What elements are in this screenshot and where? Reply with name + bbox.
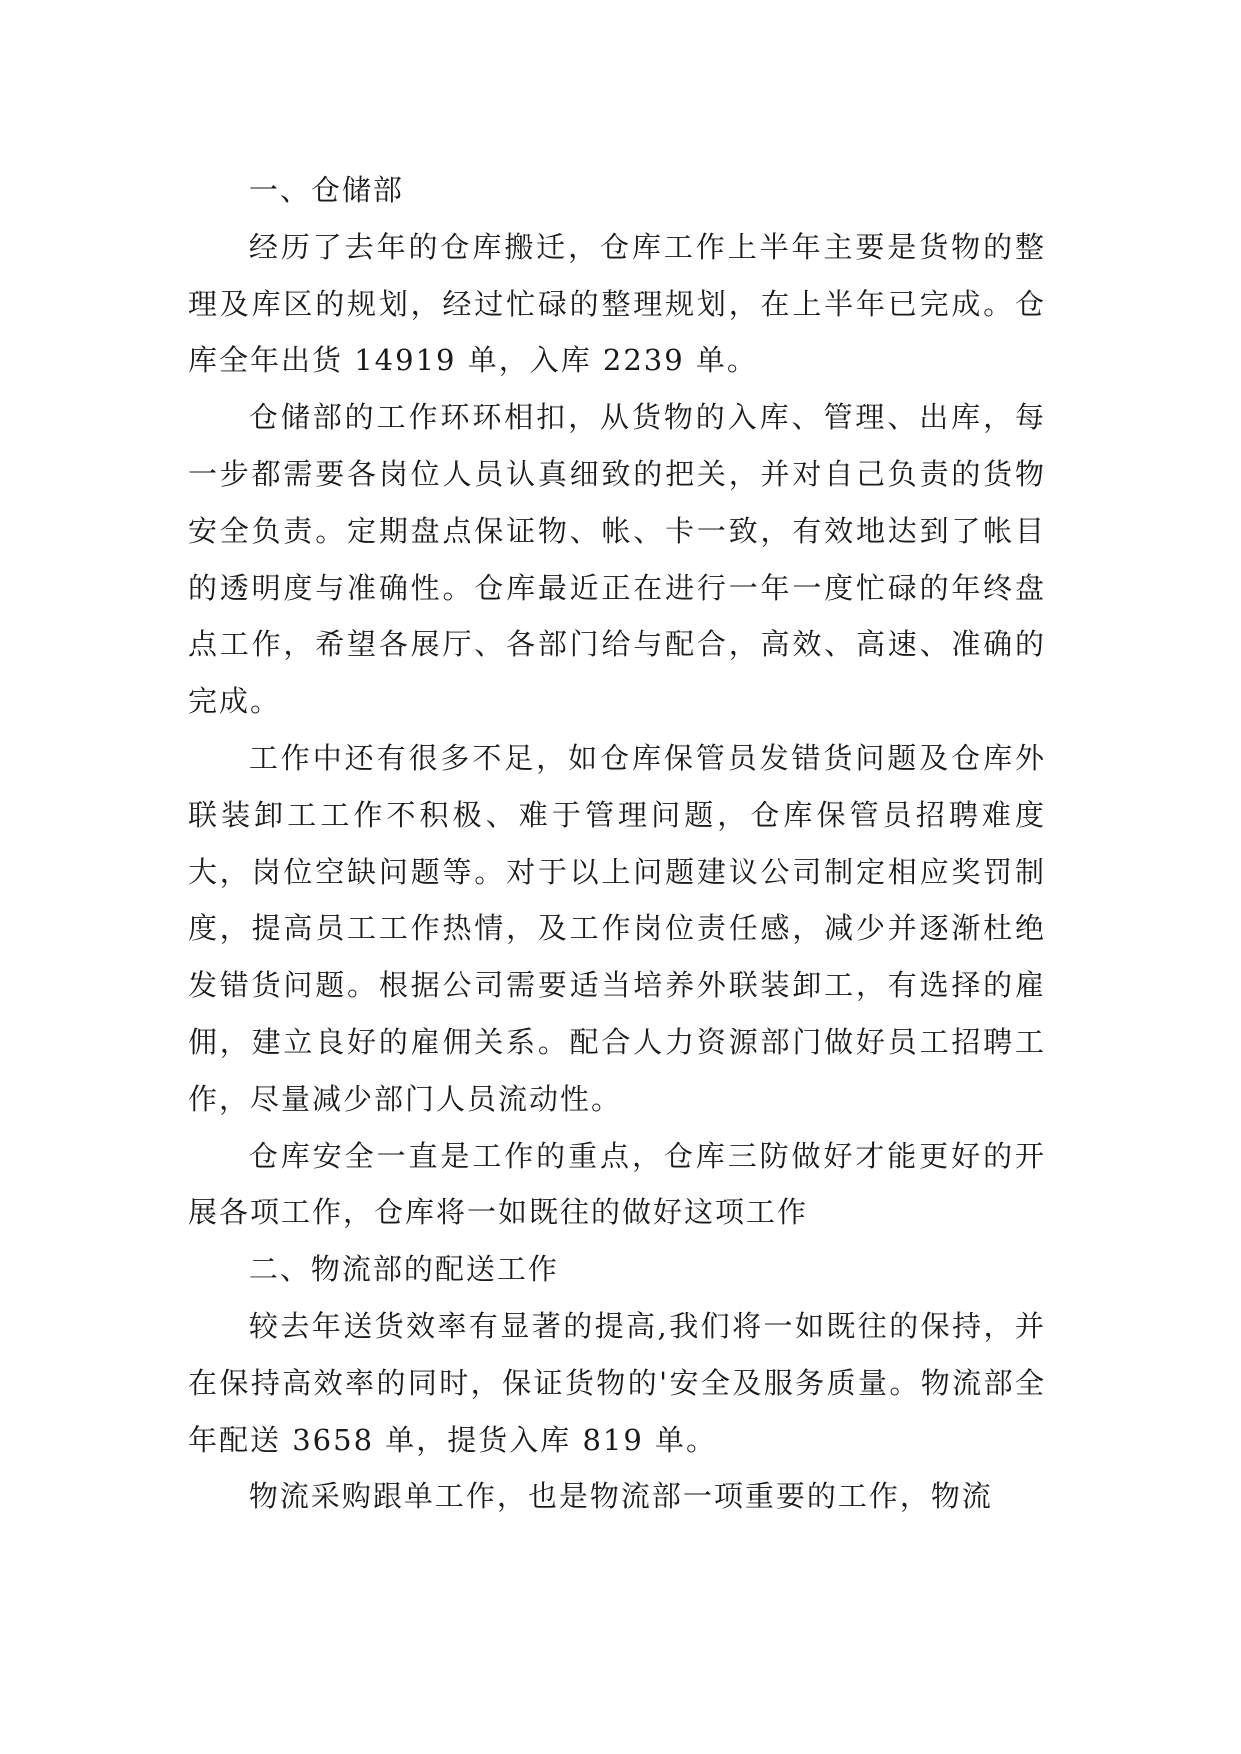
paragraph-warehouse-shortcomings: 工作中还有很多不足，如仓库保管员发错货问题及仓库外联装卸工工作不积极、难于管理问题，仓库保管员招聘难度大，岗位空缺问题等。对于以上问题建议公司制定相应奖罚制度，提高员工工作热情，及工作岗位责任感，减少并逐渐杜绝发错货问题。根据公司需要适当培养外联装卸工，有选择的雇佣，建立良好的雇佣关系。配合人力资源部门做好员工招聘工作，尽量减少部门人员流动性。 xyxy=(188,740,1046,1116)
paragraph-logistics-procurement: 物流采购跟单工作，也是物流部一项重要的工作，物流 xyxy=(248,1479,993,1514)
paragraph-warehouse-relocation: 经历了去年的仓库搬迁，仓库工作上半年主要是货物的整理及库区的规划，经过忙碌的整理规划，在上半年已完成。仓库全年出货 14919 单，入库 2239 单。 xyxy=(188,229,1046,378)
paragraph-warehouse-safety: 仓库安全一直是工作的重点，仓库三防做好才能更好的开展各项工作，仓库将一如既往的做好这项工作 xyxy=(188,1138,1046,1230)
document-body xyxy=(188,162,1046,1525)
section-heading-warehouse: 一、仓储部 xyxy=(248,173,404,207)
paragraph-warehouse-workflow: 仓储部的工作环环相扣，从货物的入库、管理、出库，每一步都需要各岗位人员认真细致的把关，并对自己负责的货物安全负责。定期盘点保证物、帐、卡一致，有效地达到了帐目的透明度与准确性。仓库最近正在进行一年一度忙碌的年终盘点工作，希望各展厅、各部门给与配合，高效、高速、准确的完成。 xyxy=(188,400,1046,719)
section-heading-logistics: 二、物流部的配送工作 xyxy=(248,1252,559,1287)
paragraph-logistics-efficiency: 较去年送货效率有显著的提高,我们将一如既往的保持，并在保持高效率的同时，保证货物的'安全及服务质量。物流部全年配送 3658 单，提货入库 819 单。 xyxy=(188,1308,1046,1457)
